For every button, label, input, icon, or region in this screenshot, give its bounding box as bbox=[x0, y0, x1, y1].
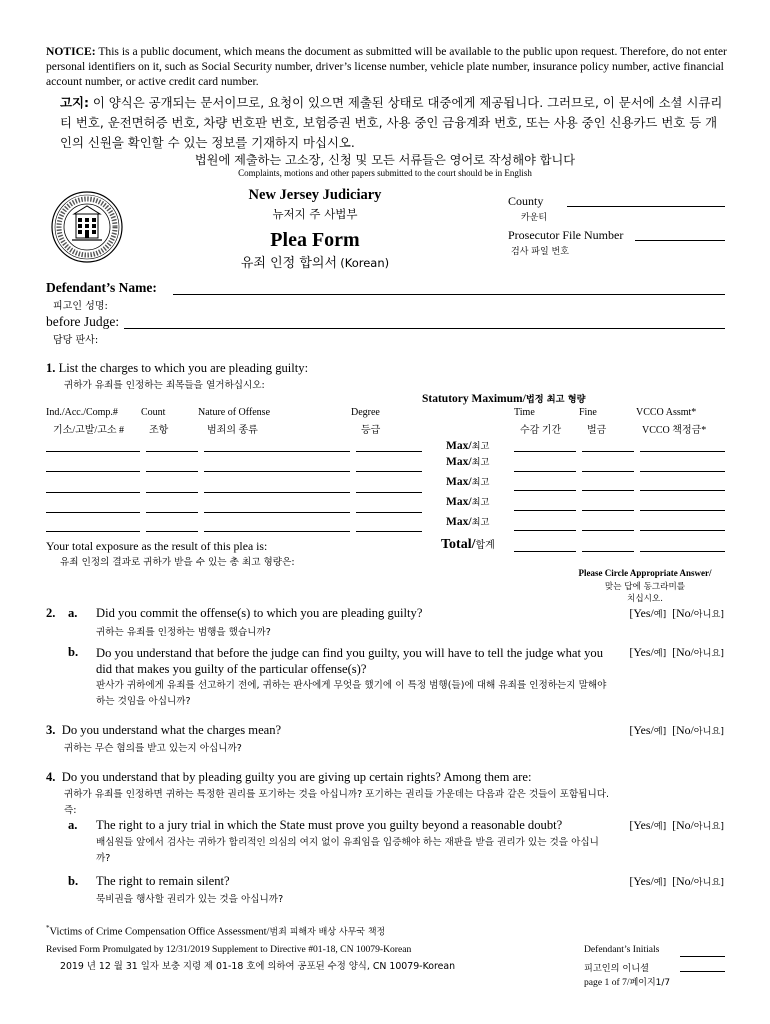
q2a-sub: a. bbox=[68, 606, 78, 620]
notice-kr-label: 고지: bbox=[60, 95, 89, 110]
charge-degree-field[interactable] bbox=[356, 471, 422, 472]
charge-count-field[interactable] bbox=[146, 492, 198, 493]
page-kr: 페이지1/7 bbox=[629, 978, 671, 988]
initials-field[interactable] bbox=[680, 956, 725, 957]
footnote-en: Victims of Crime Compensation Office Assessment/ bbox=[49, 926, 270, 938]
county-label: County bbox=[508, 194, 544, 208]
no-kr: 아니요] bbox=[693, 877, 724, 888]
charge-ind-field[interactable] bbox=[46, 512, 140, 513]
charge-nature-field[interactable] bbox=[204, 512, 350, 513]
max-fine-field[interactable] bbox=[582, 451, 634, 452]
max-fine-field[interactable] bbox=[582, 490, 634, 491]
yes-option[interactable]: [Yes/ bbox=[629, 645, 654, 659]
no-option[interactable]: [No/ bbox=[672, 645, 694, 659]
no-option[interactable]: [No/ bbox=[672, 818, 694, 832]
col-fine-kr: 벌금 bbox=[587, 425, 607, 436]
q4a-answer[interactable] bbox=[629, 818, 724, 833]
max-vcco-field[interactable] bbox=[640, 530, 725, 531]
q1-text bbox=[46, 361, 308, 376]
yes-kr: 예] bbox=[653, 877, 667, 888]
max-fine-field[interactable] bbox=[582, 510, 634, 511]
q2b-text: Do you understand that before the judge can find you guilty, you will have to tell the judge what you did that makes you guilty of the particular offense(s)? bbox=[96, 646, 604, 676]
q3-answer[interactable] bbox=[629, 723, 724, 738]
col-count: Count bbox=[141, 407, 166, 418]
circle-instruction-kr1: 맞는 답에 동그라미를 bbox=[604, 582, 686, 592]
col-nature: Nature of Offense bbox=[198, 407, 271, 418]
max-en: Max/ bbox=[446, 516, 472, 528]
q2-number-wrap bbox=[46, 606, 55, 621]
q4-label: Do you understand that by pleading guilty you are giving up certain rights? Among them are: bbox=[61, 770, 532, 784]
q1-label: List the charges to which you are pleading guilty: bbox=[58, 361, 309, 375]
total-time-field[interactable] bbox=[514, 551, 576, 552]
charge-ind-field[interactable] bbox=[46, 492, 140, 493]
exposure-kr: 유죄 인정의 결과로 귀하가 받을 수 있는 총 최고 형량은: bbox=[60, 557, 295, 568]
max-label bbox=[446, 438, 489, 452]
charge-degree-field[interactable] bbox=[356, 451, 422, 452]
charge-nature-field[interactable] bbox=[204, 471, 350, 472]
yes-option[interactable]: [Yes/ bbox=[629, 874, 654, 888]
max-vcco-field[interactable] bbox=[640, 490, 725, 491]
q3-kr: 귀하는 무슨 혐의를 받고 있는지 아십니까? bbox=[64, 743, 242, 754]
footnote bbox=[46, 924, 385, 938]
max-vcco-field[interactable] bbox=[640, 510, 725, 511]
max-vcco-field[interactable] bbox=[640, 451, 725, 452]
max-time-field[interactable] bbox=[514, 510, 576, 511]
col-time-kr: 수감 기간 bbox=[520, 425, 562, 436]
q2a-answer[interactable] bbox=[629, 606, 724, 621]
revised-form-kr: 2019 년 12 월 31 일자 보충 지령 제 01-18 호에 의하여 공포된 수정 양식, CN 10079-Korean bbox=[60, 961, 456, 972]
no-kr: 아니요] bbox=[693, 609, 724, 620]
total-kr: 합계 bbox=[475, 540, 495, 551]
prosecutor-kr: 검사 파일 번호 bbox=[511, 247, 569, 257]
defendant-name-field[interactable] bbox=[173, 294, 725, 295]
charge-nature-field[interactable] bbox=[204, 451, 350, 452]
col-vcco-kr: VCCO 책정금* bbox=[642, 425, 707, 436]
q2b-kr: 판사가 귀하에게 유죄를 선고하기 전에, 귀하는 판사에게 무엇을 했기에 이 특정 범행(들)에 대해 유죄를 인정하는지 말해야 하는 것임을 아십니까? bbox=[96, 680, 607, 707]
total-en: Total/ bbox=[441, 537, 476, 552]
charge-degree-field[interactable] bbox=[356, 531, 422, 532]
q2b-sub: b. bbox=[68, 645, 79, 659]
statutory-max-kr: 법정 최고 형량 bbox=[525, 394, 586, 405]
q4b-answer[interactable] bbox=[629, 874, 724, 889]
col-time: Time bbox=[514, 407, 535, 418]
max-kr: 최고 bbox=[471, 457, 490, 468]
q4-kr: 귀하가 유죄를 인정하면 귀하는 특정한 권리를 포기하는 것을 아십니까? 포기하는 권리들 가운데는 다음과 같은 것들이 포함됩니다. 즉: bbox=[64, 789, 610, 816]
q1-kr: 귀하가 유죄를 인정하는 죄목들을 열거하십시오: bbox=[64, 380, 265, 391]
col-degree: Degree bbox=[351, 407, 380, 418]
charge-nature-field[interactable] bbox=[204, 492, 350, 493]
q4-text bbox=[46, 770, 531, 785]
max-en: Max/ bbox=[446, 456, 472, 468]
yes-kr: 예] bbox=[653, 648, 667, 659]
footnote-kr: 범죄 피해자 배상 사무국 책정 bbox=[269, 927, 386, 938]
max-kr: 최고 bbox=[471, 517, 490, 528]
defendant-name-label: Defendant’s Name: bbox=[46, 280, 157, 295]
footnote-star: * bbox=[46, 924, 50, 932]
q3-label: Do you understand what the charges mean? bbox=[61, 723, 282, 737]
q1-number: 1. bbox=[46, 361, 56, 375]
total-vcco-field[interactable] bbox=[640, 551, 725, 552]
prosecutor-label: Prosecutor File Number bbox=[508, 228, 624, 242]
max-en: Max/ bbox=[446, 496, 472, 508]
yes-kr: 예] bbox=[653, 609, 667, 620]
english-note-kr: 법원에 제출하는 고소장, 신청 및 모든 서류들은 영어로 작성해야 합니다 bbox=[194, 153, 576, 167]
yes-option[interactable]: [Yes/ bbox=[629, 818, 654, 832]
initials-label: Defendant’s Initials bbox=[584, 944, 660, 955]
max-time-field[interactable] bbox=[514, 471, 576, 472]
yes-option[interactable]: [Yes/ bbox=[629, 723, 654, 737]
max-en: Max/ bbox=[446, 476, 472, 488]
no-option[interactable]: [No/ bbox=[672, 874, 694, 888]
max-kr: 최고 bbox=[471, 477, 490, 488]
judge-label: before Judge: bbox=[46, 314, 120, 329]
form-title-kr: 유죄 인정 합의서 bbox=[240, 256, 338, 271]
charge-degree-field[interactable] bbox=[356, 492, 422, 493]
notice-kr-text: 이 양식은 공개되는 문서이므로, 요청이 있으면 제출된 상태로 대중에게 제공됩니다. 그러므로, 이 문서에 소셜 시큐리티 번호, 운전면허증 번호, 차량 번호판 번호, 보험증권 번호, 사용 중인 금융계좌 번호, 또는 사용 중인 신용카드 번호 등 개인의 신원을 확인할 수 있는 정보를 기재하지 마십시오. bbox=[60, 95, 723, 150]
q4a-text: The right to a jury trial in which the State must prove you guilty beyond a reasonable doubt? bbox=[96, 818, 563, 832]
q2b-answer[interactable] bbox=[629, 645, 724, 660]
charge-count-field[interactable] bbox=[146, 471, 198, 472]
charge-count-field[interactable] bbox=[146, 451, 198, 452]
judiciary-title-kr: 뉴저지 주 사법부 bbox=[272, 207, 358, 221]
col-count-kr: 조항 bbox=[149, 425, 169, 436]
judge-kr: 담당 판사: bbox=[53, 335, 99, 346]
form-title-kr-wrap bbox=[220, 252, 410, 271]
notice-text: This is a public document, which means the document as submitted will be available to the public upon request. Therefore, do not enter personal identifiers on it, such as Social Security number, driver’s license number, vehicle plate number, insurance policy number, active financial account number, or active credit card number. bbox=[46, 45, 727, 88]
col-fine: Fine bbox=[579, 407, 597, 418]
col-vcco: VCCO Assmt* bbox=[636, 407, 697, 418]
charge-nature-field[interactable] bbox=[204, 531, 350, 532]
total-label bbox=[441, 536, 495, 553]
no-option[interactable]: [No/ bbox=[672, 606, 694, 620]
no-kr: 아니요] bbox=[693, 648, 724, 659]
initials-field-2[interactable] bbox=[680, 971, 725, 972]
q4b-kr: 묵비권을 행사할 권리가 있는 것을 아십니까? bbox=[96, 894, 284, 905]
circle-instruction: Please Circle Appropriate Answer/ bbox=[578, 568, 712, 578]
max-time-field[interactable] bbox=[514, 490, 576, 491]
form-language: (Korean) bbox=[340, 256, 390, 270]
initials-kr: 피고인의 이니셜 bbox=[584, 963, 650, 974]
county-field[interactable] bbox=[567, 206, 725, 207]
col-nature-kr: 범죄의 종류 bbox=[207, 425, 258, 436]
q3-number: 3. bbox=[46, 723, 56, 737]
max-en: Max/ bbox=[446, 440, 472, 452]
max-kr: 최고 bbox=[471, 441, 490, 452]
max-fine-field[interactable] bbox=[582, 530, 634, 531]
charge-count-field[interactable] bbox=[146, 512, 198, 513]
col-ind-kr: 기소/고발/고소 # bbox=[53, 425, 125, 436]
max-label bbox=[446, 494, 489, 508]
max-fine-field[interactable] bbox=[582, 471, 634, 472]
no-option[interactable]: [No/ bbox=[672, 723, 694, 737]
max-label bbox=[446, 454, 489, 468]
defendant-name-kr: 피고인 성명: bbox=[53, 301, 108, 312]
judge-field[interactable] bbox=[124, 328, 725, 329]
q2-number: 2. bbox=[46, 606, 56, 620]
max-kr: 최고 bbox=[471, 497, 490, 508]
revised-form: Revised Form Promulgated by 12/31/2019 Supplement to Directive #01-18, CN 10079-Korean bbox=[46, 944, 412, 955]
col-degree-kr: 등급 bbox=[361, 425, 381, 436]
q4a-kr: 배심원들 앞에서 검사는 귀하가 합리적인 의심의 여지 없이 유죄임을 입증해야 하는 재판을 받을 권리가 있는 것을 아십니까? bbox=[96, 837, 599, 864]
page-en: page 1 of 7/ bbox=[584, 977, 630, 988]
q4b-sub: b. bbox=[68, 874, 79, 888]
charge-degree-field[interactable] bbox=[356, 512, 422, 513]
charge-ind-field[interactable] bbox=[46, 471, 140, 472]
statutory-max-header bbox=[422, 391, 585, 405]
no-kr: 아니요] bbox=[693, 821, 724, 832]
q4b-text: The right to remain silent? bbox=[96, 874, 230, 888]
circle-instruction-kr2: 치십시오. bbox=[627, 594, 663, 604]
court-seal-icon bbox=[50, 190, 124, 264]
max-label bbox=[446, 474, 489, 488]
max-time-field[interactable] bbox=[514, 530, 576, 531]
yes-kr: 예] bbox=[653, 726, 667, 737]
exposure-label: Your total exposure as the result of this plea is: bbox=[46, 539, 268, 553]
total-fine-field[interactable] bbox=[582, 551, 634, 552]
charge-ind-field[interactable] bbox=[46, 451, 140, 452]
col-ind: Ind./Acc./Comp.# bbox=[46, 407, 118, 418]
statutory-max-label: Statutory Maximum/ bbox=[422, 393, 526, 405]
charge-count-field[interactable] bbox=[146, 531, 198, 532]
notice-label: NOTICE: bbox=[46, 45, 96, 58]
q3-text bbox=[46, 723, 281, 738]
q4-number: 4. bbox=[46, 770, 56, 784]
no-kr: 아니요] bbox=[693, 726, 724, 737]
max-vcco-field[interactable] bbox=[640, 471, 725, 472]
prosecutor-field[interactable] bbox=[635, 240, 725, 241]
max-label bbox=[446, 514, 489, 528]
page-number bbox=[584, 975, 670, 988]
q2a-text: Did you commit the offense(s) to which you are pleading guilty? bbox=[96, 606, 423, 620]
english-note-en: Complaints, motions and other papers submitted to the court should be in English bbox=[238, 168, 532, 178]
form-title: Plea Form bbox=[270, 229, 360, 251]
yes-option[interactable]: [Yes/ bbox=[629, 606, 654, 620]
notice-kr bbox=[46, 93, 728, 153]
county-kr: 카운티 bbox=[521, 213, 548, 223]
q2a-kr: 귀하는 유죄를 인정하는 범행을 했습니까? bbox=[96, 627, 271, 638]
judiciary-title: New Jersey Judiciary bbox=[248, 187, 382, 203]
q4a-sub: a. bbox=[68, 818, 78, 832]
charge-ind-field[interactable] bbox=[46, 531, 140, 532]
notice-en bbox=[46, 44, 728, 89]
yes-kr: 예] bbox=[653, 821, 667, 832]
max-time-field[interactable] bbox=[514, 451, 576, 452]
